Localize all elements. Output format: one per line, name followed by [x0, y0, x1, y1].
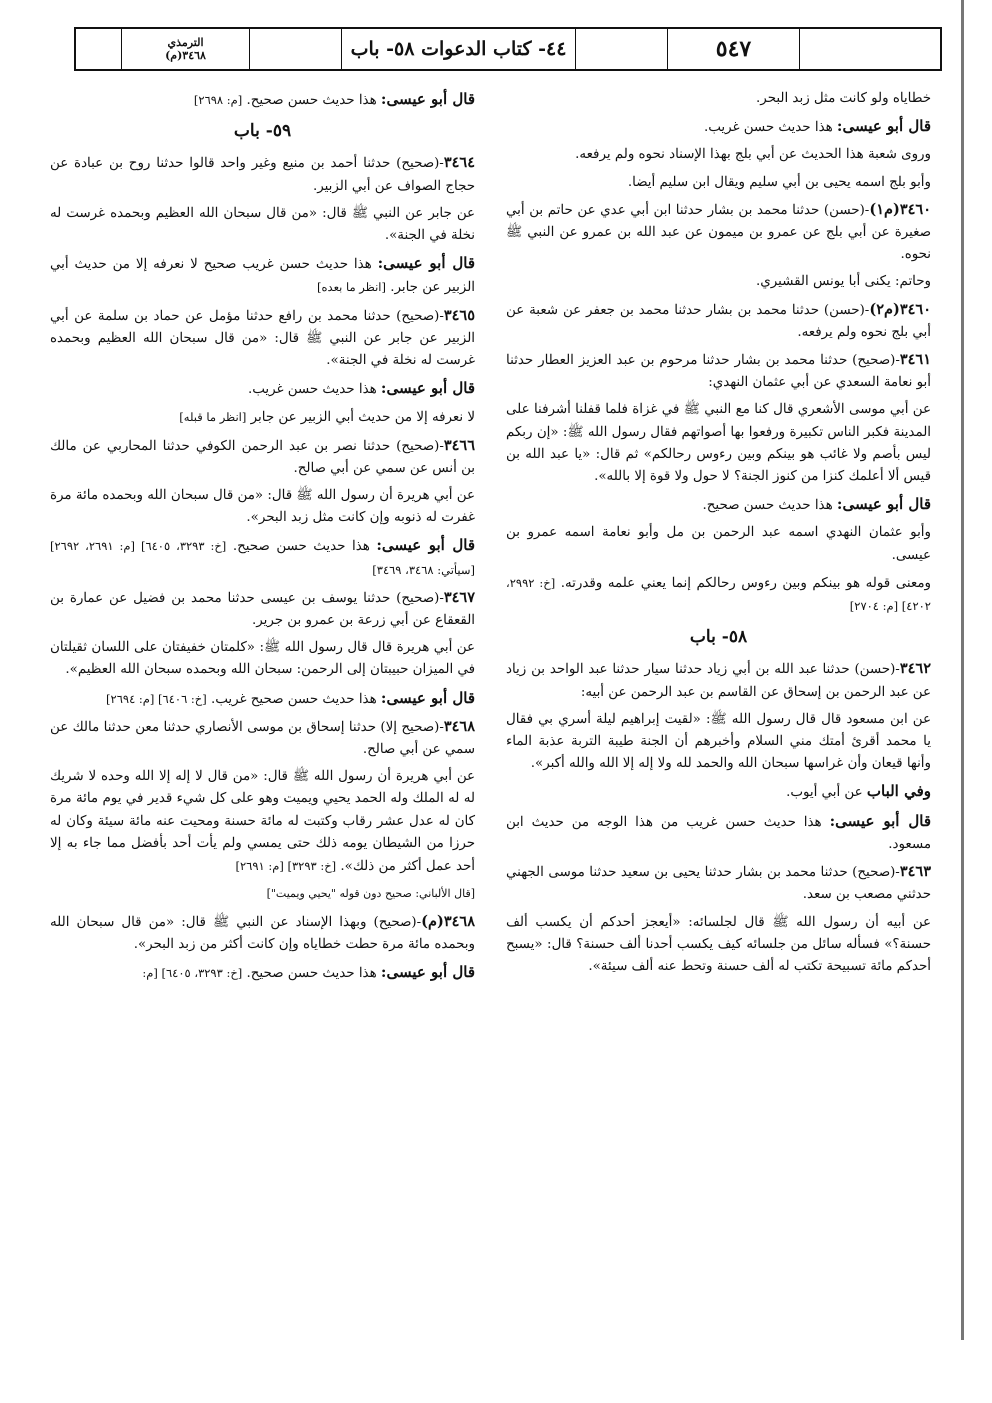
paragraph-text: -(صحيح) حدثنا يوسف بن عيسى حدثنا محمد بن فضيل عن عمارة بن القعقاع عن أبي زرعة بن عمرو بن جرير. — [50, 590, 475, 629]
hadith-number: ٣٤٦٨ — [443, 717, 475, 735]
reference-marker: [م: ٢٦٩٨] — [193, 93, 243, 107]
reference-marker: [انظر ما قبله] — [179, 410, 247, 425]
verdict-paragraph — [50, 534, 475, 581]
paragraph-text: وأبو بلج اسمه يحيى بن أبي سليم ويقال ابن سليم أيضا. — [627, 174, 931, 190]
verdict-label: قال أبو عيسى: — [376, 536, 475, 555]
source-cell — [122, 29, 250, 69]
paragraph-text: -(حسن) حدثنا محمد بن بشار حدثنا ابن أبي عدي عن حاتم بن أبي صغيرة عن أبي بلج عن عمرو بن ميمون عن عبد الله بن عمرو عن النبي ﷺ نحوه. — [506, 202, 931, 263]
text-paragraph — [50, 485, 475, 529]
chapter-heading: ٥٩- باب — [233, 121, 292, 142]
paragraph-text: هذا حديث حسن صحيح. — [246, 965, 377, 981]
hadith-number: ٣٤٦٨(م) — [421, 912, 475, 930]
paragraph-text: وروى شعبة هذا الحديث عن أبي بلج بهذا الإسناد نحوه ولم يرفعه. — [575, 147, 931, 163]
paragraph-text: عن أبي موسى الأشعري قال كنا مع النبي ﷺ في غزاة فلما قفلنا أشرفنا على المدينة فكبر الناس تكبيرة ورفعوا بها أصواتهم فقال رسول الله ﷺ: «إن ربكم ليس بأصم ولا غائب هو بينكم وبين رءوس رحالكم» ثم قال: «يا عبد الله بن قيس ألا أعلمك كنزا من كنوز الجنة؟ لا حول ولا قوة إلا بالله». — [506, 402, 931, 485]
verdict-paragraph — [50, 377, 475, 401]
text-paragraph — [506, 88, 931, 110]
header-empty-cell — [576, 29, 668, 69]
paragraph-text: هذا حديث حسن غريب. — [703, 120, 833, 136]
verdict-paragraph — [50, 687, 475, 711]
hadith-paragraph — [50, 435, 475, 480]
verdict-paragraph — [50, 88, 475, 112]
text-paragraph — [50, 766, 475, 878]
text-paragraph — [506, 271, 931, 293]
paragraph-text: عن ابن مسعود قال قال رسول الله ﷺ: «لقيت إبراهيم ليلة أسري بي فقال يا محمد أقرئ أمتك مني السلام وأخبرهم أن الجنة طيبة التربة عذبة الماء وأنها قيعان وأن غراسها سبحان الله والحمد لله ولا إله إلا الله والله أكبر». — [506, 711, 931, 772]
hadith-number: ٣٤٦١ — [899, 351, 931, 369]
paragraph-text: هذا حديث حسن صحيح. — [232, 539, 370, 555]
header-empty-cell — [250, 29, 342, 69]
verdict-label: وفي الباب — [866, 782, 931, 801]
header-empty-cell — [76, 29, 122, 69]
hadith-number: ٣٤٦٣ — [899, 863, 931, 881]
paragraph-text: -(صحيح) حدثنا نصر بن عبد الرحمن الكوفي حدثنا المحاربي عن مالك بن أنس عن سمي عن أبي صالح. — [50, 438, 475, 476]
albani-note: [قال الألباني: صحيح دون قوله "يحيي ويميت"] — [266, 887, 475, 901]
paragraph-text: عن أبي هريرة أن رسول الله ﷺ قال: «من قال لا إله إلا الله وحده لا شريك له له الملك وله الحمد يحيي ويميت وهو على كل شيء قدير في يوم مائة مرة كان له عدل عشر رقاب وكتبت له مائة حسنة ومحيت عنه مائة سيئة وكان له حرزا من الشيطان يومه ذلك حتى يمسي ولم يأت أحد بأفضل مما جاء به إلا أحد عمل أكثر من ذلك». — [50, 769, 475, 875]
source-ref: ٣٤٦٨(م) — [165, 49, 206, 62]
hadith-paragraph — [506, 349, 931, 394]
paragraph-text: لا نعرفه إلا من حديث أبي الزبير عن جابر — [250, 410, 475, 426]
paragraph-text: -(صحيح) حدثنا محمد بن بشار حدثنا يحيى بن سعيد حدثنا موسى الجهني حدثني مصعب بن سعد. — [506, 865, 931, 903]
verdict-paragraph — [50, 961, 475, 985]
verdict-label: قال أبو عيسى: — [377, 254, 475, 273]
text-paragraph — [50, 637, 475, 681]
page-number: ٥٤٧ — [668, 29, 800, 69]
paragraph-text: عن أبي هريرة أن رسول الله ﷺ قال: «من قال سبحان الله وبحمده مائة مرة غفرت له ذنوبه وإن كانت مثل زبد البحر». — [50, 488, 475, 526]
paragraph-text: -(حسن) حدثنا عبد الله بن أبي زياد حدثنا سيار حدثنا عبد الواحد بن زياد عن عبد الرحمن بن إسحاق عن القاسم بن عبد الرحمن عن أبيه: — [506, 662, 931, 700]
hadith-paragraph — [50, 587, 475, 632]
paragraph-text: هذا حديث حسن غريب صحيح لا نعرفه إلا من حديث أبي الزبير عن جابر. — [50, 257, 475, 296]
running-title: ٤٤- كتاب الدعوات ٥٨- باب — [342, 29, 576, 69]
chapter-heading: ٥٨- باب — [689, 627, 748, 648]
hadith-paragraph — [50, 152, 475, 197]
paragraph-text: وأبو عثمان النهدي اسمه عبد الرحمن بن مل وأبو نعامة اسمه عمرو بن عيسى. — [506, 525, 931, 563]
text-paragraph — [50, 203, 475, 247]
hadith-paragraph — [506, 861, 931, 906]
paragraph-text: وحاتم: يكنى أبا يونس القشيري. — [756, 274, 931, 290]
text-paragraph — [506, 399, 931, 488]
hadith-paragraph — [50, 911, 475, 956]
hadith-number: ٣٤٦٦ — [443, 436, 475, 454]
verdict-paragraph — [506, 810, 931, 856]
verdict-paragraph — [506, 115, 931, 139]
paragraph-text: -(صحيح) حدثنا أحمد بن منيع وغير واحد قالوا حدثنا روح بن عبادة عن حجاج الصواف عن أبي الزبير. — [50, 156, 475, 194]
paragraph-text: عن أبي هريرة قال قال رسول الله ﷺ: «كلمتان خفيفتان على اللسان ثقيلتان في الميزان حبيبتان إلى الرحمن: سبحان الله وبحمده سبحان الله العظيم». — [50, 640, 475, 678]
reference-marker: [خ: ٣٢٩٣، ٦٤٠٥] [م: ٢٦٩١، ٢٦٩٢] [سيأتي: ٣٤٦٨، ٣٤٦٩] — [50, 539, 475, 577]
paragraph-text: -(صحيح) حدثنا محمد بن رافع حدثنا مؤمل عن حماد بن سلمة عن أبي الزبير عن جابر عن النبي ﷺ قال: «من قال سبحان الله العظيم وبحمده غرست له نخلة في الجنة». — [50, 308, 475, 369]
paragraph-text: عن أبي أيوب. — [786, 785, 863, 801]
paragraph-text: هذا حديث حسن صحيح. — [702, 498, 833, 514]
verdict-label: قال أبو عيسى: — [829, 811, 931, 830]
verdict-label: قال أبو عيسى: — [380, 962, 475, 981]
paragraph-text: هذا حديث حسن صحيح. — [246, 93, 377, 108]
hadith-paragraph — [506, 658, 931, 703]
reference-marker: [خ: ٣٢٩٣] [م: ٢٦٩١] — [235, 859, 337, 874]
verdict-paragraph — [506, 780, 931, 804]
paragraph-text: هذا حديث حسن غريب. — [247, 382, 377, 398]
paragraph-text: ومعنى قوله هو بينكم وبين رءوس رحالكم إنما يعني علمه وقدرته. — [560, 575, 931, 591]
paragraph-text: -(صحيح) حدثنا محمد بن بشار حدثنا مرحوم بن عبد العزيز العطار حدثنا أبو نعامة السعدي عن أبي عثمان النهدي: — [506, 353, 931, 391]
hadith-number: ٣٤٦٥ — [443, 306, 475, 324]
verdict-label: قال أبو عيسى: — [380, 688, 475, 707]
page-edge-line — [961, 0, 964, 1340]
hadith-paragraph — [50, 305, 475, 373]
right-column — [506, 88, 931, 983]
paragraph-text: هذا حديث حسن غريب من هذا الوجه من حديث ابن مسعود. — [506, 814, 931, 852]
paragraph-text: -(صحيح) وبهذا الإسناد عن النبي ﷺ قال: «من قال سبحان الله وبحمده مائة مرة حطت خطاياه وإن كانت أكثر من زبد البحر». — [50, 914, 475, 952]
header-empty-cell — [800, 29, 940, 69]
hadith-paragraph — [50, 716, 475, 761]
verdict-paragraph — [50, 252, 475, 299]
hadith-number: ٣٤٦٢ — [899, 660, 931, 678]
verdict-label: قال أبو عيسى: — [836, 495, 931, 514]
text-paragraph — [506, 522, 931, 566]
paragraph-text: -(صحيح إلا) حدثنا إسحاق بن موسى الأنصاري حدثنا معن حدثنا مالك عن سمي عن أبي صالح. — [50, 719, 475, 758]
paragraph-text: -(حسن) حدثنا محمد بن بشار حدثنا محمد بن جعفر عن شعبة عن أبي بلج نحوه ولم يرفعه. — [506, 302, 931, 340]
reference-marker: [خ: ٢٩٩٢، ٤٢٠٢] [م: ٢٧٠٤] — [506, 575, 931, 614]
text-paragraph — [506, 572, 931, 618]
verdict-label: قال أبو عيسى: — [380, 379, 475, 398]
text-paragraph — [506, 172, 931, 194]
paragraph-text: هذا حديث حسن صحيح غريب. — [210, 691, 377, 707]
reference-marker: [خ: ٦٤٠٦] [م: ٢٦٩٤] — [106, 691, 207, 706]
hadith-number: ٣٤٦٠(م٢) — [869, 300, 931, 318]
paragraph-text: خطاياه ولو كانت مثل زبد البحر. — [756, 91, 931, 106]
reference-marker: [انظر ما بعده] — [317, 280, 386, 295]
hadith-number: ٣٤٦٤ — [443, 154, 475, 172]
hadith-paragraph — [506, 199, 931, 267]
verdict-label: قال أبو عيسى: — [836, 117, 931, 136]
reference-marker: [خ: ٣٢٩٣، ٦٤٠٥] [م: — [142, 965, 243, 980]
text-paragraph — [506, 144, 931, 166]
text-paragraph — [50, 406, 475, 429]
left-column — [50, 88, 475, 990]
hadith-paragraph — [506, 299, 931, 344]
text-paragraph — [506, 709, 931, 776]
paragraph-text: عن أبيه أن رسول الله ﷺ قال لجلسائه: «أيعجز أحدكم أن يكسب ألف حسنة؟» فسأله سائل من جلسائه كيف يكسب أحدنا ألف حسنة؟ قال: «يسبح أحدكم مائة تسبيحة تكتب له ألف حسنة وتحط عنه ألف سيئة». — [506, 914, 931, 974]
source-label: الترمذي — [167, 36, 204, 49]
hadith-number: ٣٤٦٧ — [443, 588, 475, 606]
verdict-paragraph — [506, 493, 931, 517]
page-header — [74, 27, 942, 71]
verdict-label: قال أبو عيسى: — [380, 90, 475, 108]
paragraph-text: عن جابر عن النبي ﷺ قال: «من قال سبحان الله العظيم وبحمده غرست له نخلة في الجنة». — [50, 205, 475, 244]
hadith-number: ٣٤٦٠(م١) — [869, 200, 931, 218]
text-paragraph — [506, 912, 931, 979]
